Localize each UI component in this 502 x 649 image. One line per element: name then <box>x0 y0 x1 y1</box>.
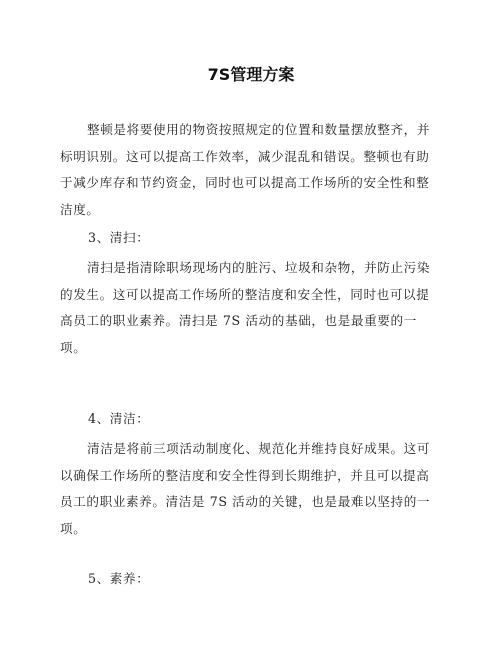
paragraph-arrangement: 整顿是将要使用的物资按照规定的位置和数量摆放整齐，并标明识别。这可以提高工作效率，减少混乱和错误。整顿也有助于减少库存和节约资金，同时也可以提高工作场所的安全性和整洁度。 <box>60 122 431 217</box>
section-heading-cleanliness: 4、清洁： <box>88 411 150 426</box>
section-heading-discipline: 5、素养： <box>88 571 150 586</box>
page-title: 7S管理方案 <box>207 65 295 84</box>
paragraph-cleanliness: 清洁是将前三项活动制度化、规范化并维持良好成果。这可以确保工作场所的整洁度和安全性得到长期维护，并且可以提高员工的职业素养。清洁是 7S 活动的关键，也是最难以坚持的一项。 <box>60 441 431 536</box>
paragraph-cleaning: 清扫是指清除职场现场内的脏污、垃圾和杂物，并防止污染的发生。这可以提高工作场所的整洁度和安全性，同时也可以提高员工的职业素养。清扫是 7S 活动的基础，也是最重要的一项。 <box>60 260 431 355</box>
section-heading-cleaning: 3、清扫： <box>88 230 150 245</box>
